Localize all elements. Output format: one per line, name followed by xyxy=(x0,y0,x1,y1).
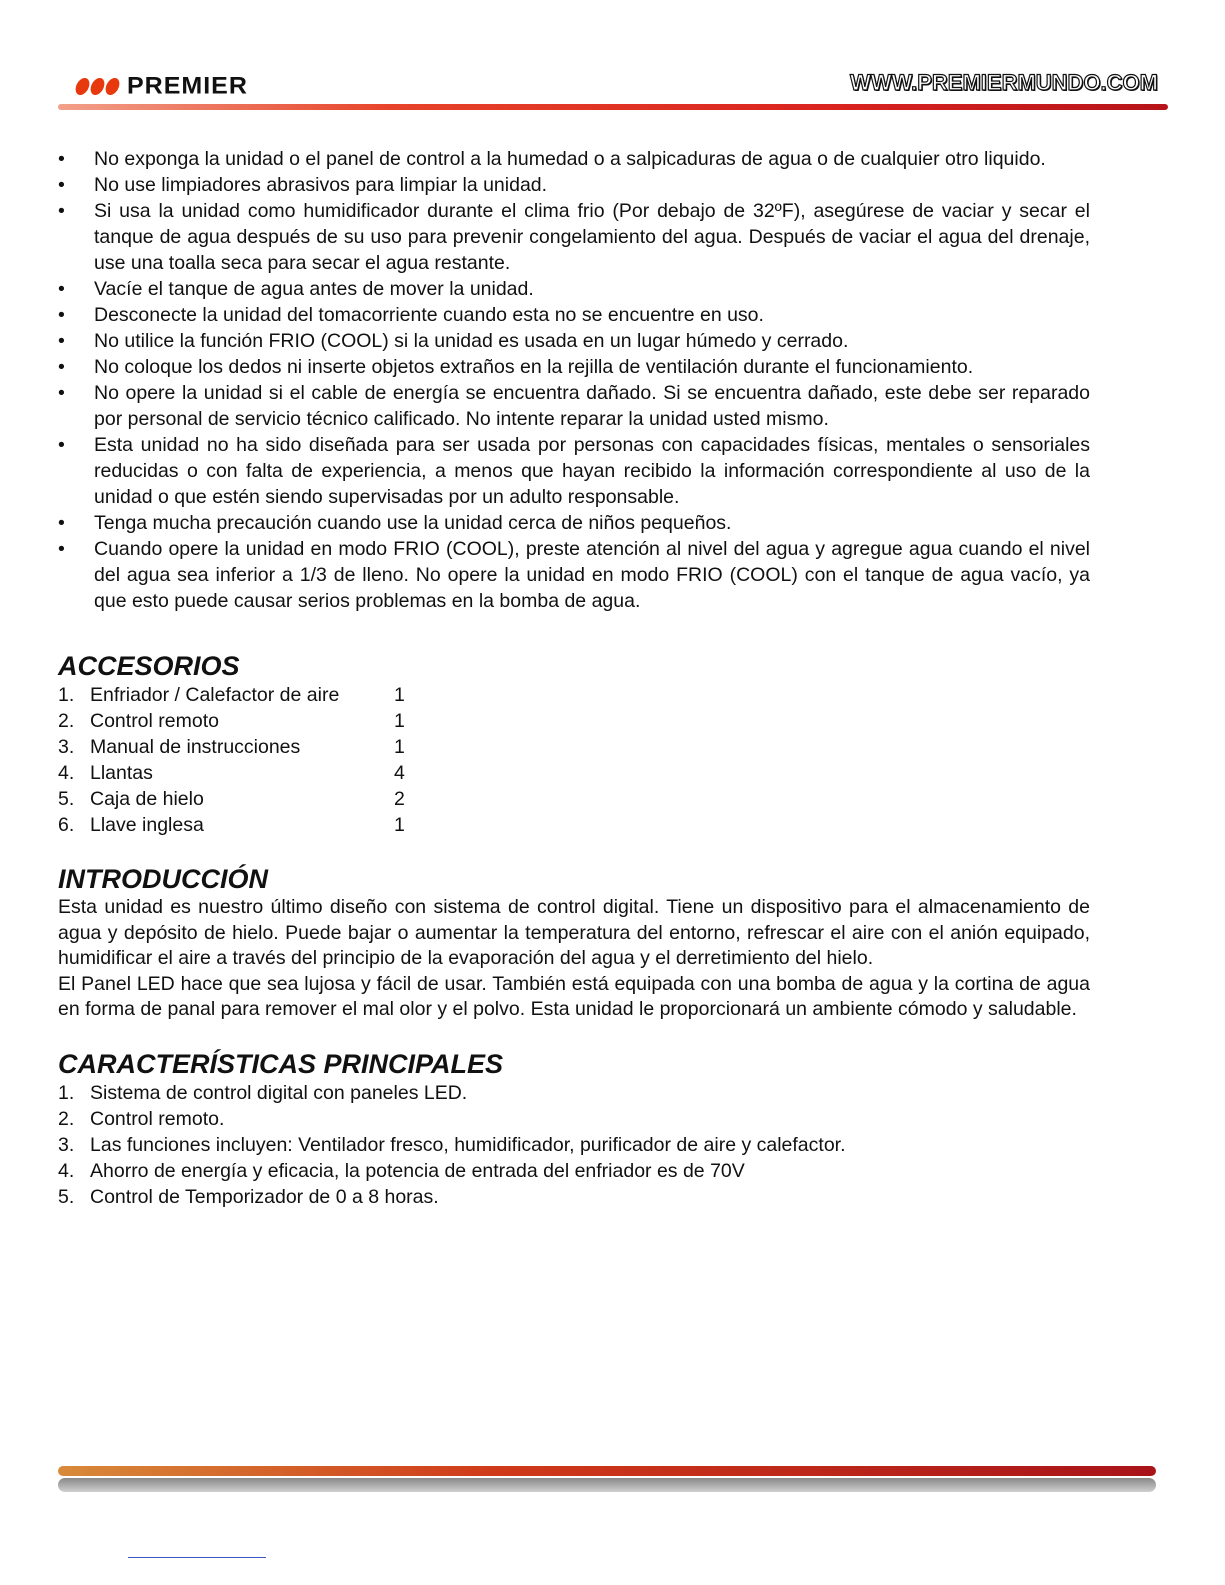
bullet-icon: • xyxy=(58,512,65,534)
header-divider xyxy=(58,104,1168,110)
bullet-icon: • xyxy=(58,278,65,300)
caracteristicas-list xyxy=(58,1080,1090,1210)
list-item: • No opere la unidad si el cable de energía se encuentra dañado. Si se encuentra dañado, este debe ser reparado por personal de servicio técnico calificado. No intente reparar la unidad usted mismo. xyxy=(58,382,1090,430)
list-item: • No use limpiadores abrasivos para limpiar la unidad. xyxy=(58,174,548,196)
document-body xyxy=(58,146,1090,1210)
footer-divider-shadow xyxy=(58,1478,1156,1492)
bullet-icon: • xyxy=(58,538,65,560)
bullet-icon: • xyxy=(58,330,65,352)
list-item: 5. Control de Temporizador de 0 a 8 horas. xyxy=(58,1185,439,1208)
list-item: 3. Las funciones incluyen: Ventilador fresco, humidificador, purificador de aire y calefactor. xyxy=(58,1133,846,1156)
premier-logo xyxy=(76,72,248,101)
logo-text: PREMIER xyxy=(127,72,248,100)
logo-dots-icon xyxy=(76,78,121,95)
bullet-icon: • xyxy=(58,200,65,222)
list-item: 1. Enfriador / Calefactor de aire 1 xyxy=(58,684,405,706)
bullet-icon: • xyxy=(58,304,65,326)
accesorios-list xyxy=(58,682,1090,838)
list-item: 4. Llantas 4 xyxy=(58,762,405,784)
list-item: • Esta unidad no ha sido diseñada para ser usada por personas con capacidades físicas, mentales o sensoriales reducidas o con falta de experiencia, a menos que hayan recibido la información correspondiente al uso de la unidad o que estén siendo supervisadas por un adulto responsable. xyxy=(58,434,1090,508)
caracteristicas-heading: CARACTERÍSTICAS PRINCIPALES xyxy=(58,1048,504,1079)
introduccion-heading: INTRODUCCIÓN xyxy=(58,864,268,894)
accesorios-heading: ACCESORIOS xyxy=(58,651,240,681)
warnings-list xyxy=(58,146,1090,614)
list-item: • Vacíe el tanque de agua antes de mover la unidad. xyxy=(58,278,534,300)
intro-paragraph: Esta unidad es nuestro último diseño con sistema de control digital. Tiene un dispositivo para el almacenamiento de agua y depósito de hielo. Puede bajar o aumentar la temperatura del entorno, refrescar el aire con el anión equipado, humidificar el aire a través del principio de la evaporación del agua y el derretimiento del hielo. xyxy=(58,896,1090,969)
list-item: 2. Control remoto 1 xyxy=(58,710,405,732)
list-item: 6. Llave inglesa 1 xyxy=(58,814,405,836)
bottom-link-underline xyxy=(128,1557,266,1558)
list-item: • Tenga mucha precaución cuando use la unidad cerca de niños pequeños. xyxy=(58,512,732,534)
bullet-icon: • xyxy=(58,434,65,456)
bullet-icon: • xyxy=(58,356,65,378)
page-header xyxy=(58,68,1168,112)
list-item: 2. Control remoto. xyxy=(58,1107,225,1130)
list-item: • No exponga la unidad o el panel de control a la humedad o a salpicaduras de agua o de cualquier otro liquido. xyxy=(58,148,1046,170)
list-item: • No coloque los dedos ni inserte objetos extraños en la rejilla de ventilación durante el funcionamiento. xyxy=(58,356,974,378)
list-item: 5. Caja de hielo 2 xyxy=(58,788,405,810)
list-item: 3. Manual de instrucciones 1 xyxy=(58,736,405,758)
intro-paragraph: El Panel LED hace que sea lujosa y fácil de usar. También está equipada con una bomba de agua y la cortina de agua en forma de panal para remover el mal olor y el polvo. Esta unidad le proporcionará un ambiente cómodo y saludable. xyxy=(58,972,1090,1020)
list-item: • Cuando opere la unidad en modo FRIO (COOL), preste atención al nivel del agua y agregue agua cuando el nivel del agua sea inferior a 1/3 de lleno. No opere la unidad en modo FRIO (COOL) con el tanque de agua vacío, ya que esto puede causar serios problemas en la bomba de agua. xyxy=(58,538,1090,612)
bullet-icon: • xyxy=(58,382,65,404)
list-item: • Si usa la unidad como humidificador durante el clima frio (Por debajo de 32ºF), asegúrese de vaciar y secar el tanque de agua después de su uso para prevenir congelamiento del agua. Después de vaciar el agua del drenaje, use una toalla seca para secar el agua restante. xyxy=(58,200,1090,274)
list-item: 4. Ahorro de energía y eficacia, la potencia de entrada del enfriador es de 70V xyxy=(58,1159,745,1182)
footer-divider xyxy=(58,1466,1156,1476)
list-item: • No utilice la función FRIO (COOL) si la unidad es usada en un lugar húmedo y cerrado. xyxy=(58,330,849,352)
list-item: • Desconecte la unidad del tomacorriente cuando esta no se encuentre en uso. xyxy=(58,304,764,326)
website-link[interactable]: WWW.PREMIERMUNDO.COM xyxy=(850,70,1158,95)
list-item: 1. Sistema de control digital con paneles LED. xyxy=(58,1081,468,1104)
bullet-icon: • xyxy=(58,148,65,170)
bullet-icon: • xyxy=(58,174,65,196)
